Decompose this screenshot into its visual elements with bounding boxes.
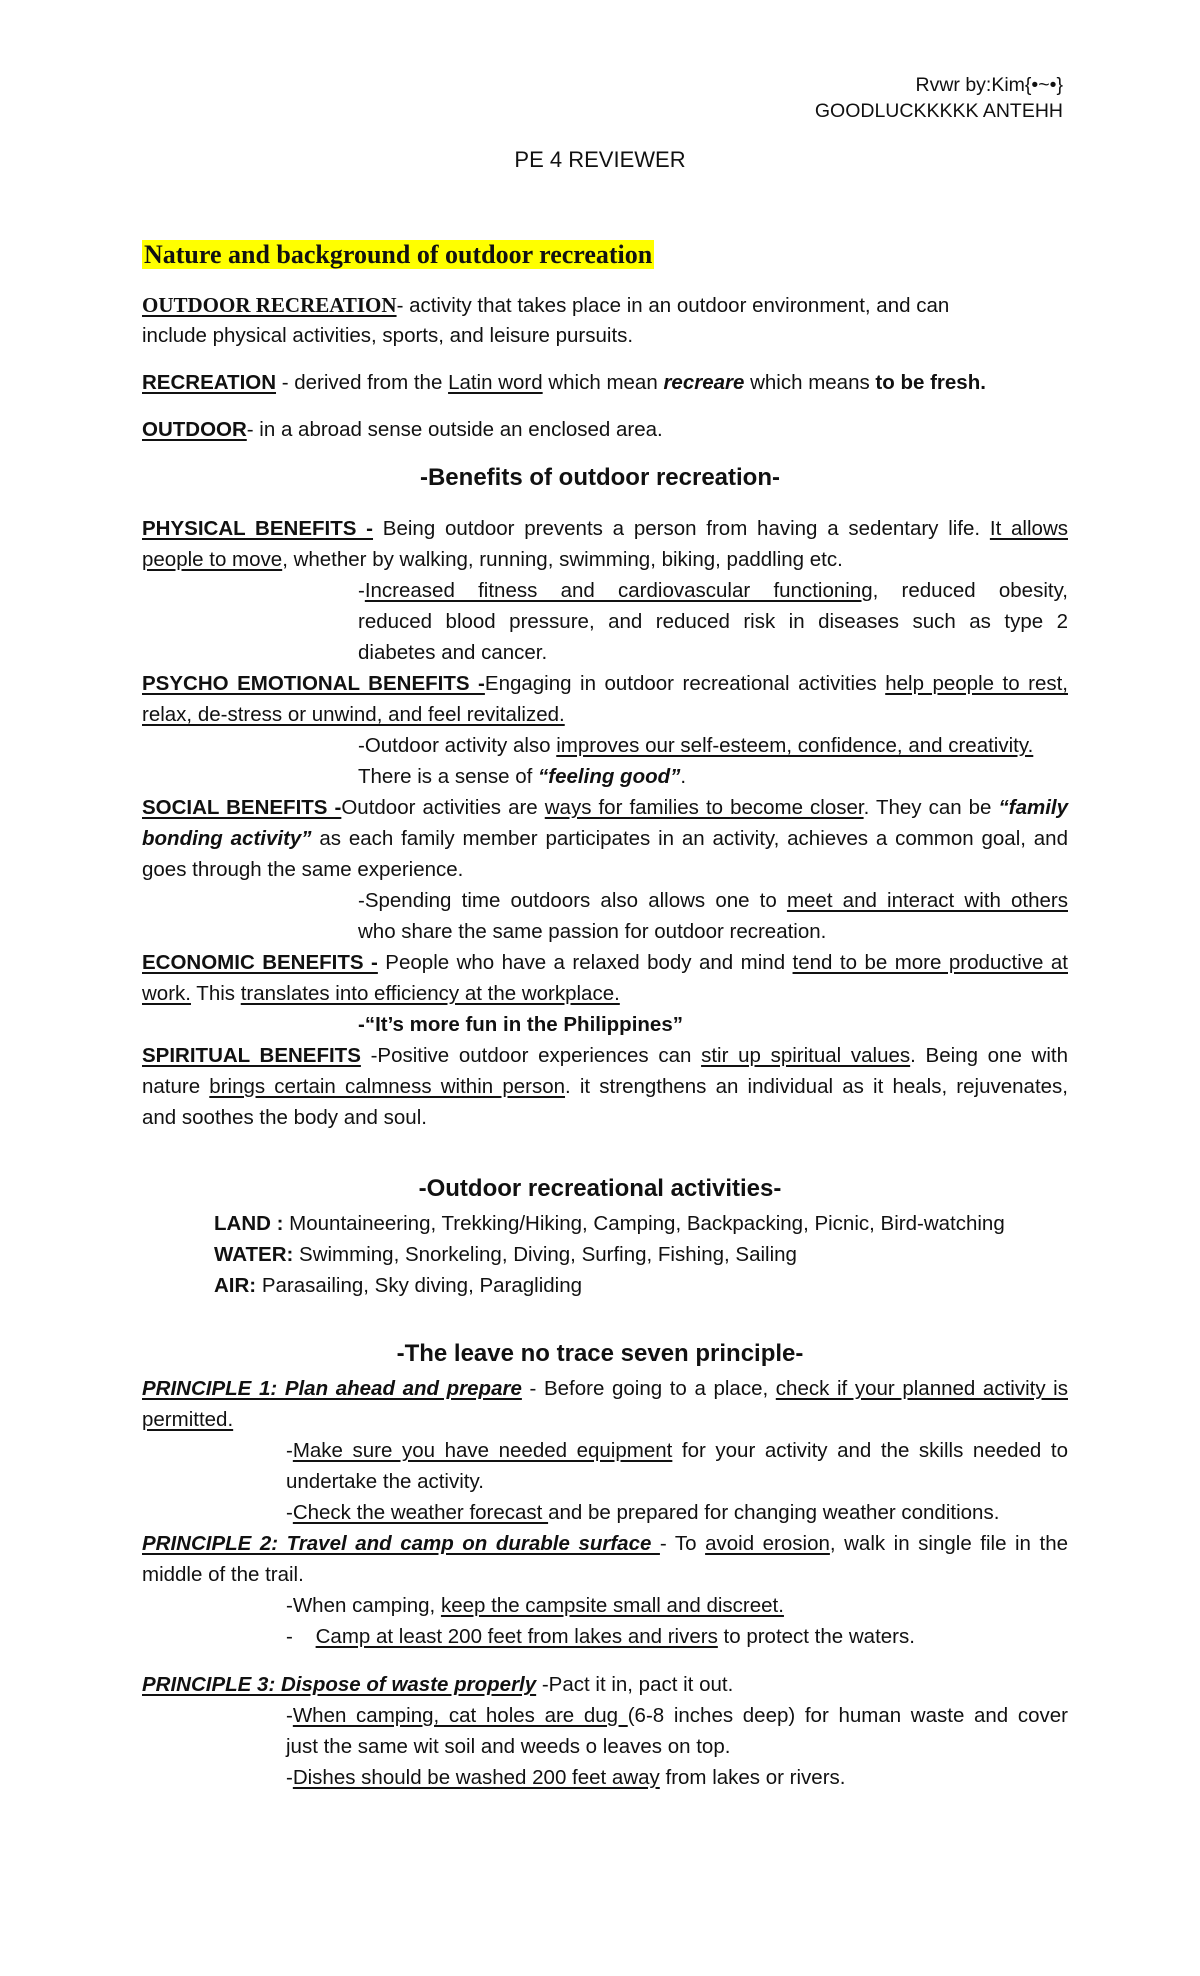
social-benefits-line2: bonding activity” as each family member participates in an activity, achieves a common goal, and — [142, 827, 1068, 850]
term-social-benefits: SOCIAL BENEFITS - — [142, 796, 342, 819]
social-benefits-sub1: -Spending time outdoors also allows one to meet and interact with others — [358, 889, 1068, 912]
principle1-line1: PRINCIPLE 1: Plan ahead and prepare - Before going to a place, check if your planned activity is — [142, 1377, 1068, 1400]
psycho-benefits-line1: PSYCHO EMOTIONAL BENEFITS -Engaging in outdoor recreational activities help people to rest, — [142, 672, 1068, 695]
physical-benefits-line1: PHYSICAL BENEFITS - Being outdoor prevents a person from having a sedentary life. It allows — [142, 517, 1068, 540]
principle2-sub1: -When camping, keep the campsite small and discreet. — [286, 1594, 784, 1617]
header-note: GOODLUCKKKKK ANTEHH — [814, 100, 1063, 122]
term-recreation: RECREATION — [142, 371, 277, 394]
social-benefits-line3: goes through the same experience. — [142, 858, 464, 881]
economic-benefits-sub1: -“It’s more fun in the Philippines” — [358, 1013, 683, 1036]
term-economic-benefits: ECONOMIC BENEFITS - — [142, 951, 378, 974]
activity-land: LAND : Mountaineering, Trekking/Hiking, Camping, Backpacking, Picnic, Bird-watching — [214, 1212, 1005, 1235]
term-spiritual-benefits: SPIRITUAL BENEFITS — [142, 1044, 361, 1067]
principles-heading: -The leave no trace seven principle- — [396, 1340, 804, 1367]
reviewer-credit: Rvwr by:Kim{•~•} — [915, 74, 1063, 96]
highlighted-heading: Nature and background of outdoor recreation — [144, 240, 653, 269]
principle1-line2: permitted. — [142, 1408, 234, 1431]
psycho-benefits-sub1: -Outdoor activity also improves our self-esteem, confidence, and creativity. — [358, 734, 1034, 757]
principle1-sub2: undertake the activity. — [286, 1470, 484, 1493]
spiritual-benefits-line3: and soothes the body and soul. — [142, 1106, 427, 1129]
psycho-benefits-sub2: There is a sense of “feeling good”. — [358, 765, 687, 788]
activities-heading: -Outdoor recreational activities- — [418, 1175, 782, 1202]
physical-benefits-sub3: diabetes and cancer. — [358, 641, 548, 664]
term-outdoor: OUTDOOR — [142, 418, 247, 441]
principle3-sub2: just the same wit soil and weeds o leaves on top. — [286, 1735, 731, 1758]
principle3-title: PRINCIPLE 3: Dispose of waste properly — [142, 1673, 537, 1696]
principle2-sub2: - Camp at least 200 feet from lakes and rivers to protect the waters. — [286, 1625, 915, 1648]
principle2-line2: middle of the trail. — [142, 1563, 304, 1586]
term-psycho-emotional-benefits: PSYCHO EMOTIONAL BENEFITS - — [142, 672, 485, 695]
activity-water: WATER: Swimming, Snorkeling, Diving, Surfing, Fishing, Sailing — [214, 1243, 797, 1266]
physical-benefits-sub2: reduced blood pressure, and reduced risk in diseases such as type 2 — [358, 610, 1068, 633]
section-heading-nature — [142, 241, 654, 271]
term-outdoor-recreation: OUTDOOR RECREATION — [142, 293, 397, 317]
principle1-sub3: -Check the weather forecast and be prepared for changing weather conditions. — [286, 1501, 1000, 1524]
spiritual-benefits-line2: nature brings certain calmness within person. it strengthens an individual as it heals, rejuvenates, — [142, 1075, 1068, 1098]
principle1-title: PRINCIPLE 1: Plan ahead and prepare — [142, 1377, 522, 1400]
benefits-heading: -Benefits of outdoor recreation- — [419, 464, 780, 491]
def-outdoor: OUTDOOR- in a abroad sense outside an enclosed area. — [142, 418, 663, 441]
principle3-sub3: -Dishes should be washed 200 feet away from lakes or rivers. — [286, 1766, 846, 1789]
physical-benefits-line2: people to move, whether by walking, running, swimming, biking, paddling etc. — [142, 548, 843, 571]
def-outdoor-recreation-line2: include physical activities, sports, and leisure pursuits. — [142, 324, 634, 347]
term-physical-benefits: PHYSICAL BENEFITS - — [142, 517, 374, 540]
activity-air: AIR: Parasailing, Sky diving, Paragliding — [214, 1274, 583, 1297]
economic-benefits-line2: work. This translates into efficiency at the workplace. — [142, 982, 620, 1005]
principle1-sub1: -Make sure you have needed equipment for your activity and the skills needed to — [286, 1439, 1068, 1462]
def-outdoor-recreation-line1: OUTDOOR RECREATION- activity that takes place in an outdoor environment, and can — [142, 293, 950, 317]
social-benefits-line1: SOCIAL BENEFITS -Outdoor activities are ways for families to become closer. They can be “family — [142, 796, 1068, 819]
principle2-line1: PRINCIPLE 2: Travel and camp on durable surface - To avoid erosion, walk in single file in the — [142, 1532, 1068, 1555]
physical-benefits-sub1: -Increased fitness and cardiovascular functioning, reduced obesity, — [358, 579, 1068, 602]
principle3-line1: PRINCIPLE 3: Dispose of waste properly -Pact it in, pact it out. — [142, 1673, 734, 1696]
economic-benefits-line1: ECONOMIC BENEFITS - People who have a relaxed body and mind tend to be more productive at — [142, 951, 1068, 974]
principle3-sub1: -When camping, cat holes are dug (6-8 inches deep) for human waste and cover — [286, 1704, 1069, 1727]
page-title: PE 4 REVIEWER — [514, 147, 686, 172]
def-recreation: RECREATION - derived from the Latin word which mean recreare which means to be fresh. — [142, 371, 986, 394]
psycho-benefits-line2: relax, de-stress or unwind, and feel revitalized. — [142, 703, 565, 726]
social-benefits-sub2: who share the same passion for outdoor recreation. — [358, 920, 827, 943]
principle2-title: PRINCIPLE 2: Travel and camp on durable surface — [142, 1532, 660, 1555]
spiritual-benefits-line1: SPIRITUAL BENEFITS -Positive outdoor experiences can stir up spiritual values. Being one with — [142, 1044, 1069, 1067]
